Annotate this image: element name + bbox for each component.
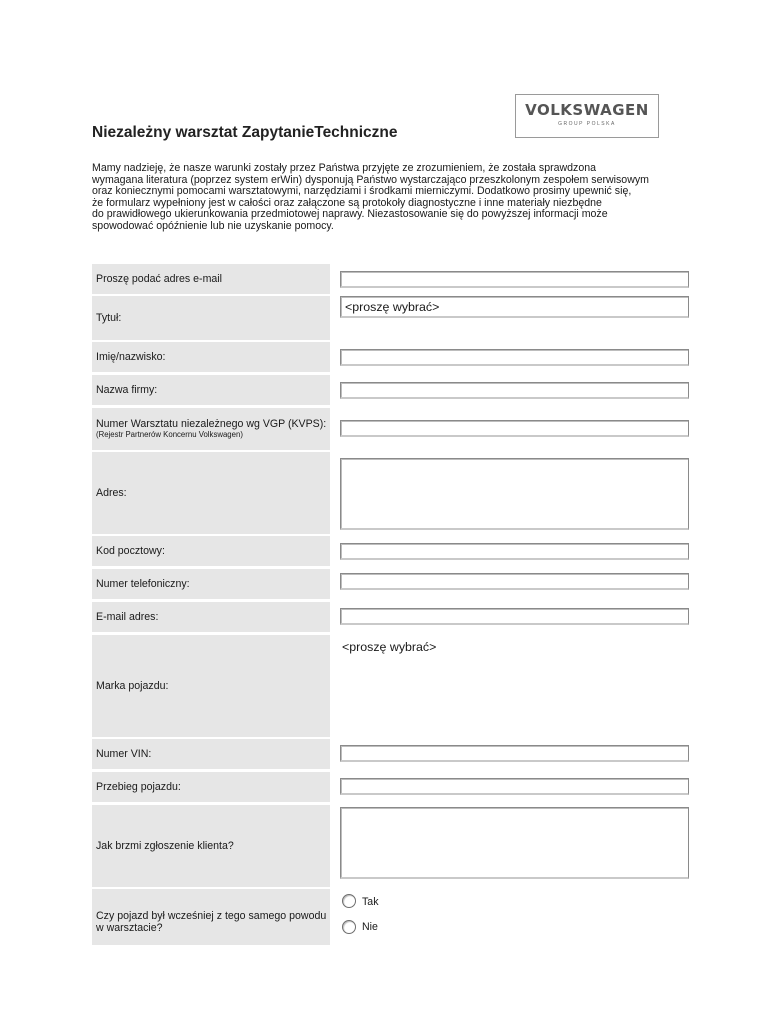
kvps-label-cell <box>92 408 330 450</box>
row-email2 <box>92 602 690 632</box>
row-make <box>92 635 690 737</box>
email2-label: E-mail adres: <box>92 602 330 632</box>
radio-yes[interactable] <box>342 894 356 908</box>
kvps-note: (Rejestr Partnerów Koncernu Volkswagen) <box>96 430 243 439</box>
title-label: Tytuł: <box>92 296 330 340</box>
logo-brand-text: VOLKSWAGEN <box>525 101 649 119</box>
postcode-label: Kod pocztowy: <box>92 536 330 566</box>
company-label: Nazwa firmy: <box>92 375 330 405</box>
logo-sub-text: GROUP POLSKA <box>558 121 616 127</box>
complaint-textarea[interactable] <box>340 807 689 879</box>
kvps-input[interactable] <box>340 420 689 437</box>
row-previous <box>92 889 690 945</box>
phone-label: Numer telefoniczny: <box>92 569 330 599</box>
intro-line: że formularz wypełniony jest w całości oraz załączone są protokoły diagnostyczne i inne materiały niezbędne <box>92 196 602 209</box>
radio-no[interactable] <box>342 920 356 934</box>
company-input[interactable] <box>340 382 689 399</box>
radio-no-label: Nie <box>362 921 378 933</box>
name-label: Imię/nazwisko: <box>92 342 330 372</box>
mileage-input[interactable] <box>340 778 689 795</box>
row-postcode <box>92 536 690 566</box>
make-label: Marka pojazdu: <box>92 635 330 737</box>
phone-input[interactable] <box>340 573 689 590</box>
intro-text <box>92 163 692 233</box>
intro-line: spowodować opóźnienie lub nie uzyskanie pomocy. <box>92 219 334 232</box>
row-phone <box>92 569 690 599</box>
row-company <box>92 375 690 405</box>
vin-input[interactable] <box>340 745 689 762</box>
complaint-label: Jak brzmi zgłoszenie klienta? <box>92 805 330 887</box>
address-textarea[interactable] <box>340 458 689 530</box>
radio-yes-label: Tak <box>362 896 379 908</box>
row-title <box>92 296 690 340</box>
address-label: Adres: <box>92 452 330 534</box>
intro-line: Mamy nadzieję, że nasze warunki zostały przez Państwa przyjęte ze zrozumieniem, że została sprawdzona <box>92 162 597 174</box>
vin-label: Numer VIN: <box>92 739 330 769</box>
name-input[interactable] <box>340 349 689 366</box>
page-title: Niezależny warsztat ZapytanieTechniczne <box>92 124 398 141</box>
row-kvps <box>92 408 690 450</box>
row-mileage <box>92 772 690 802</box>
postcode-input[interactable] <box>340 543 689 560</box>
intro-line: do prawidłowego ukierunkowania przedmiotowej naprawy. Niezastosowanie się do powyższej informacji może <box>92 208 608 221</box>
email2-input[interactable] <box>340 608 689 625</box>
volkswagen-logo <box>515 94 659 138</box>
row-email <box>92 264 690 294</box>
intro-line: wymagana literatura (poprzez system erWin) dysponują Państwo wystarczająco przeszkolonym zespołem serwisowym <box>92 173 649 186</box>
row-complaint <box>92 805 690 887</box>
row-address <box>92 452 690 534</box>
previous-label: Czy pojazd był wcześniej z tego samego powodu w warsztacie? <box>92 889 330 945</box>
kvps-label: Numer Warsztatu niezależnego wg VGP (KVPS): <box>96 418 327 430</box>
intro-line: oraz koniecznymi pomocami warsztatowymi, narzędziami i środkami mierniczymi. Dodatkowo prosimy upewnić się, <box>92 185 632 198</box>
row-name <box>92 342 690 372</box>
mileage-label: Przebieg pojazdu: <box>92 772 330 802</box>
email-label: Proszę podać adres e-mail <box>92 264 330 294</box>
row-vin <box>92 739 690 769</box>
make-select[interactable]: <proszę wybrać> <box>342 640 437 654</box>
email-input[interactable] <box>340 271 689 288</box>
title-select-value: <proszę wybrać> <box>345 300 440 314</box>
